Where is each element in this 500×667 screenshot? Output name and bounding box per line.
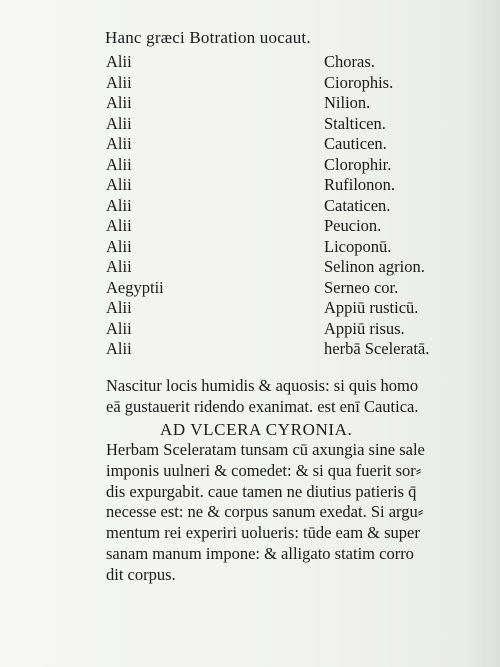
name-source: Alii [106,72,132,92]
plant-name: Licoponū. [324,236,392,256]
name-source: Alii [106,257,132,276]
text-line: dit corpus. [106,564,176,584]
plant-name: Cataticen. [324,195,391,215]
title-line: Hanc græci Botration uocaut. [105,28,311,47]
name-entry [106,73,446,94]
name-source: Alii [106,318,132,338]
plant-name: Rufilonon. [324,175,396,194]
name-entry [106,155,446,176]
name-source: Alii [106,175,132,194]
name-source: Alii [106,113,132,133]
name-entry [106,237,446,258]
name-entry [106,298,446,319]
text-line: eā gustauerit ridendo exanimat. est enī Cautica. [106,396,419,416]
plant-name: Ciorophis. [324,72,394,92]
name-source: Alii [106,52,132,71]
name-entry [106,93,446,114]
text-line: dis expurgabit. caue tamen ne diutius patieris q̄ [106,481,417,501]
name-entry [106,134,446,155]
name-entry [106,257,446,278]
plant-name: Nilion. [324,93,371,112]
plant-name: Stalticen. [324,113,386,133]
text-line: imponis uulneri & comedet: & si qua fuerit sor⸗ [106,460,422,480]
plant-name: Serneo cor. [324,277,399,297]
plant-name: Cauticen. [324,134,387,153]
name-source: Alii [106,339,132,358]
page-edge-shadow [460,0,500,667]
plant-name: Choras. [324,52,375,71]
name-source: Alii [106,298,132,317]
name-source: Alii [106,195,132,215]
plant-name: Clorophir. [324,154,392,174]
name-entry [106,319,446,340]
name-source: Alii [106,134,132,153]
name-entry [106,175,446,196]
name-entry [106,216,446,237]
text-line: necesse est: ne & corpus sanum exedat. Si argu⸗ [106,502,424,522]
text-line: Herbam Sceleratam tunsam cū axungia sine sale [106,440,425,459]
name-entry [106,278,446,299]
name-entry [106,114,446,135]
name-entry [106,196,446,217]
name-source: Aegyptii [106,277,164,297]
remedy-paragraph [106,440,451,586]
name-entry [106,339,446,360]
plant-name: Appiū rusticū. [324,298,419,317]
name-entry [106,52,446,73]
name-source: Alii [106,93,132,112]
plant-name: Selinon agrion. [324,257,425,276]
habitat-paragraph [106,376,451,418]
name-source: Alii [106,154,132,174]
name-source: Alii [106,216,132,235]
text-line: Nascitur locis humidis & aquosis: si quis homo [106,376,419,395]
plant-names-list [106,52,446,360]
plant-name: herbā Sceleratā. [324,339,430,358]
text-line: mentum rei experiri uolueris: tūde eam & super [106,523,420,543]
plant-name: Appiū risus. [324,318,405,338]
text-line: sanam manum impone: & alligato statim corro [106,543,414,563]
section-heading: AD VLCERA CYRONIA. [160,420,353,439]
plant-name: Peucion. [324,216,382,235]
name-source: Alii [106,236,132,256]
